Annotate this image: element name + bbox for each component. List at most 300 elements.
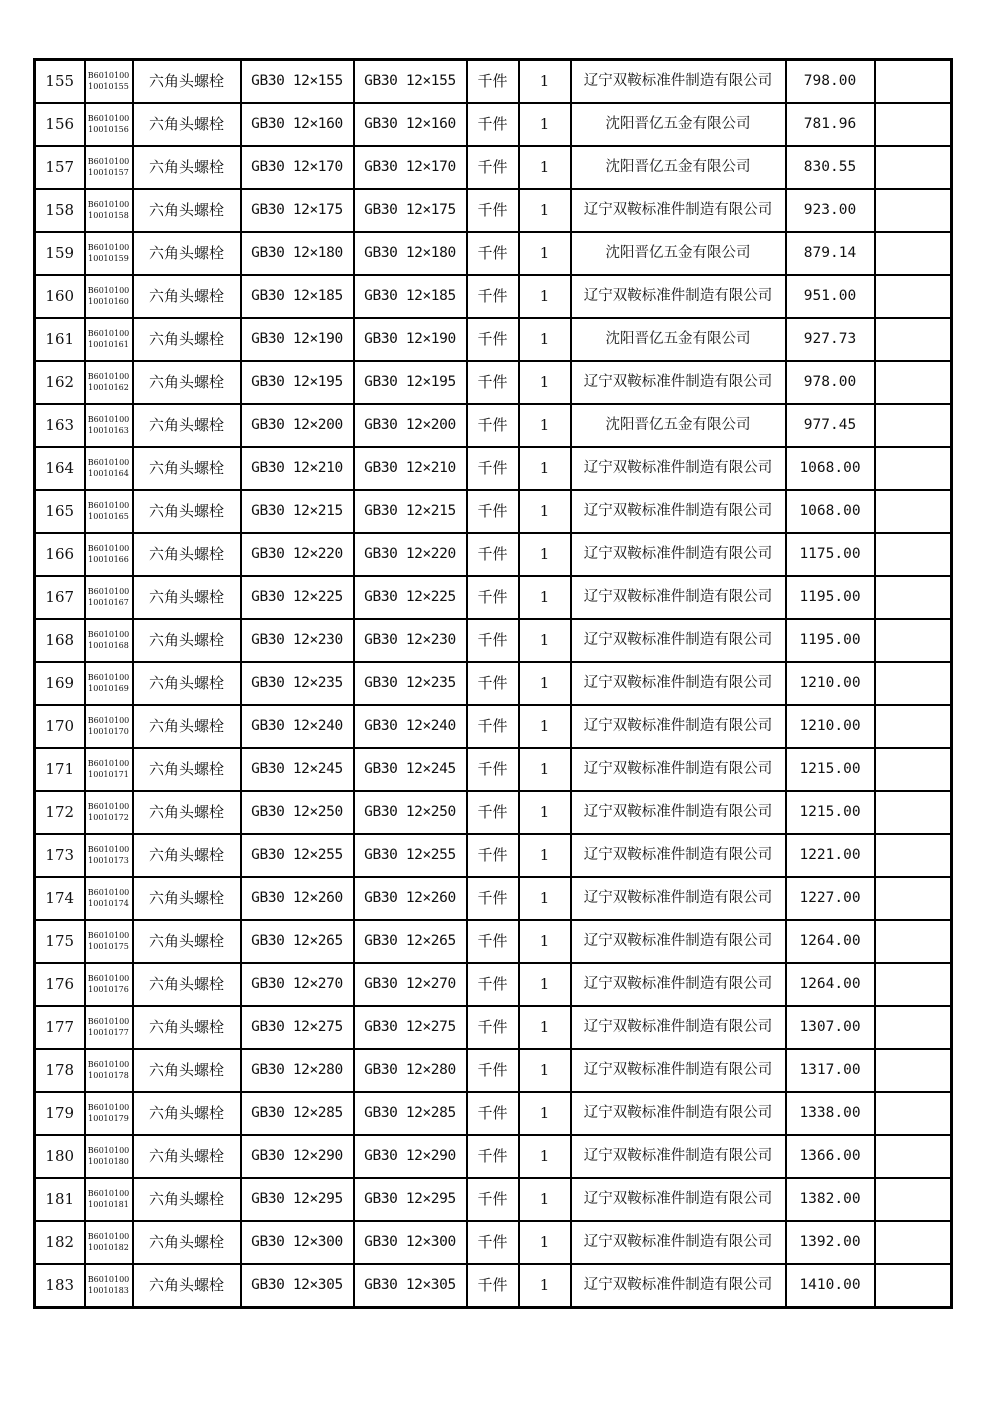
row-number: 176 xyxy=(35,963,85,1006)
table-row xyxy=(35,318,952,361)
item-name: 六角头螺栓 xyxy=(133,705,241,748)
material-code: B601010010010170 xyxy=(85,705,133,748)
unit-price: 1410.00 xyxy=(786,1264,875,1308)
quantity: 1 xyxy=(519,576,571,619)
quantity: 1 xyxy=(519,361,571,404)
table-row xyxy=(35,705,952,748)
remark xyxy=(875,60,952,104)
material-code: B601010010010172 xyxy=(85,791,133,834)
remark xyxy=(875,619,952,662)
spec-standard: GB30 12×215 xyxy=(241,490,354,533)
quantity: 1 xyxy=(519,1264,571,1308)
spec-model: GB30 12×210 xyxy=(354,447,467,490)
unit: 千件 xyxy=(467,1264,519,1308)
quantity: 1 xyxy=(519,232,571,275)
material-code: B601010010010174 xyxy=(85,877,133,920)
unit: 千件 xyxy=(467,1006,519,1049)
item-name: 六角头螺栓 xyxy=(133,103,241,146)
unit-price: 951.00 xyxy=(786,275,875,318)
quantity: 1 xyxy=(519,1135,571,1178)
unit-price: 781.96 xyxy=(786,103,875,146)
material-code: B601010010010169 xyxy=(85,662,133,705)
unit-price: 1382.00 xyxy=(786,1178,875,1221)
spec-model: GB30 12×220 xyxy=(354,533,467,576)
supplier-name: 辽宁双鞍标准件制造有限公司 xyxy=(571,1006,786,1049)
spec-model: GB30 12×290 xyxy=(354,1135,467,1178)
unit-price: 1307.00 xyxy=(786,1006,875,1049)
spec-model: GB30 12×170 xyxy=(354,146,467,189)
table-body xyxy=(35,60,952,1308)
material-code: B601010010010155 xyxy=(85,60,133,104)
spec-standard: GB30 12×250 xyxy=(241,791,354,834)
table-row xyxy=(35,1221,952,1264)
table-row xyxy=(35,361,952,404)
spec-standard: GB30 12×200 xyxy=(241,404,354,447)
unit: 千件 xyxy=(467,920,519,963)
supplier-name: 辽宁双鞍标准件制造有限公司 xyxy=(571,447,786,490)
unit-price: 1215.00 xyxy=(786,748,875,791)
material-code: B601010010010162 xyxy=(85,361,133,404)
remark xyxy=(875,834,952,877)
supplier-name: 辽宁双鞍标准件制造有限公司 xyxy=(571,619,786,662)
item-name: 六角头螺栓 xyxy=(133,1092,241,1135)
item-name: 六角头螺栓 xyxy=(133,533,241,576)
unit: 千件 xyxy=(467,748,519,791)
material-code: B601010010010175 xyxy=(85,920,133,963)
row-number: 163 xyxy=(35,404,85,447)
material-code: B601010010010181 xyxy=(85,1178,133,1221)
spec-model: GB30 12×270 xyxy=(354,963,467,1006)
quantity: 1 xyxy=(519,877,571,920)
unit: 千件 xyxy=(467,146,519,189)
spec-standard: GB30 12×260 xyxy=(241,877,354,920)
item-name: 六角头螺栓 xyxy=(133,791,241,834)
row-number: 167 xyxy=(35,576,85,619)
remark xyxy=(875,1264,952,1308)
quantity: 1 xyxy=(519,791,571,834)
remark xyxy=(875,447,952,490)
unit-price: 1195.00 xyxy=(786,576,875,619)
spec-model: GB30 12×190 xyxy=(354,318,467,361)
unit-price: 879.14 xyxy=(786,232,875,275)
row-number: 159 xyxy=(35,232,85,275)
table-row xyxy=(35,619,952,662)
unit-price: 1264.00 xyxy=(786,963,875,1006)
quantity: 1 xyxy=(519,920,571,963)
unit: 千件 xyxy=(467,877,519,920)
quantity: 1 xyxy=(519,318,571,361)
material-code: B601010010010156 xyxy=(85,103,133,146)
table-row xyxy=(35,662,952,705)
unit: 千件 xyxy=(467,60,519,104)
item-name: 六角头螺栓 xyxy=(133,447,241,490)
item-name: 六角头螺栓 xyxy=(133,1264,241,1308)
material-code: B601010010010183 xyxy=(85,1264,133,1308)
spec-model: GB30 12×250 xyxy=(354,791,467,834)
remark xyxy=(875,1092,952,1135)
remark xyxy=(875,404,952,447)
table-row xyxy=(35,447,952,490)
spec-model: GB30 12×305 xyxy=(354,1264,467,1308)
material-code: B601010010010167 xyxy=(85,576,133,619)
row-number: 179 xyxy=(35,1092,85,1135)
supplier-name: 沈阳晋亿五金有限公司 xyxy=(571,318,786,361)
supplier-name: 辽宁双鞍标准件制造有限公司 xyxy=(571,490,786,533)
unit-price: 1215.00 xyxy=(786,791,875,834)
quantity: 1 xyxy=(519,1049,571,1092)
item-name: 六角头螺栓 xyxy=(133,318,241,361)
unit: 千件 xyxy=(467,1135,519,1178)
quantity: 1 xyxy=(519,748,571,791)
row-number: 175 xyxy=(35,920,85,963)
item-name: 六角头螺栓 xyxy=(133,404,241,447)
spec-standard: GB30 12×185 xyxy=(241,275,354,318)
supplier-name: 沈阳晋亿五金有限公司 xyxy=(571,232,786,275)
remark xyxy=(875,748,952,791)
unit: 千件 xyxy=(467,1049,519,1092)
unit-price: 923.00 xyxy=(786,189,875,232)
item-name: 六角头螺栓 xyxy=(133,1049,241,1092)
spec-model: GB30 12×275 xyxy=(354,1006,467,1049)
table-row xyxy=(35,1006,952,1049)
table-row xyxy=(35,275,952,318)
item-name: 六角头螺栓 xyxy=(133,490,241,533)
spec-standard: GB30 12×180 xyxy=(241,232,354,275)
quantity: 1 xyxy=(519,1221,571,1264)
supplier-name: 辽宁双鞍标准件制造有限公司 xyxy=(571,1092,786,1135)
remark xyxy=(875,1178,952,1221)
unit-price: 1195.00 xyxy=(786,619,875,662)
spec-standard: GB30 12×255 xyxy=(241,834,354,877)
material-code: B601010010010164 xyxy=(85,447,133,490)
unit-price: 1068.00 xyxy=(786,447,875,490)
supplier-name: 沈阳晋亿五金有限公司 xyxy=(571,103,786,146)
spec-model: GB30 12×200 xyxy=(354,404,467,447)
remark xyxy=(875,705,952,748)
supplier-name: 辽宁双鞍标准件制造有限公司 xyxy=(571,361,786,404)
quantity: 1 xyxy=(519,662,571,705)
item-name: 六角头螺栓 xyxy=(133,189,241,232)
supplier-name: 辽宁双鞍标准件制造有限公司 xyxy=(571,791,786,834)
supplier-name: 辽宁双鞍标准件制造有限公司 xyxy=(571,1049,786,1092)
unit-price: 1392.00 xyxy=(786,1221,875,1264)
supplier-name: 辽宁双鞍标准件制造有限公司 xyxy=(571,963,786,1006)
unit: 千件 xyxy=(467,1092,519,1135)
supplier-name: 沈阳晋亿五金有限公司 xyxy=(571,146,786,189)
spec-model: GB30 12×255 xyxy=(354,834,467,877)
unit: 千件 xyxy=(467,619,519,662)
quantity: 1 xyxy=(519,275,571,318)
material-code: B601010010010163 xyxy=(85,404,133,447)
material-code: B601010010010171 xyxy=(85,748,133,791)
item-name: 六角头螺栓 xyxy=(133,920,241,963)
quantity: 1 xyxy=(519,1092,571,1135)
table-row xyxy=(35,920,952,963)
spec-standard: GB30 12×175 xyxy=(241,189,354,232)
spec-model: GB30 12×235 xyxy=(354,662,467,705)
unit: 千件 xyxy=(467,705,519,748)
item-name: 六角头螺栓 xyxy=(133,60,241,104)
remark xyxy=(875,232,952,275)
quantity: 1 xyxy=(519,533,571,576)
unit: 千件 xyxy=(467,189,519,232)
item-name: 六角头螺栓 xyxy=(133,361,241,404)
remark xyxy=(875,1006,952,1049)
supplier-name: 辽宁双鞍标准件制造有限公司 xyxy=(571,1135,786,1178)
table-row xyxy=(35,60,952,104)
table-row xyxy=(35,576,952,619)
row-number: 172 xyxy=(35,791,85,834)
item-name: 六角头螺栓 xyxy=(133,1221,241,1264)
quantity: 1 xyxy=(519,1006,571,1049)
spec-model: GB30 12×180 xyxy=(354,232,467,275)
spec-standard: GB30 12×300 xyxy=(241,1221,354,1264)
unit: 千件 xyxy=(467,404,519,447)
row-number: 162 xyxy=(35,361,85,404)
supplier-name: 沈阳晋亿五金有限公司 xyxy=(571,404,786,447)
quantity: 1 xyxy=(519,1178,571,1221)
material-code: B601010010010179 xyxy=(85,1092,133,1135)
table-row xyxy=(35,1135,952,1178)
item-name: 六角头螺栓 xyxy=(133,1006,241,1049)
spec-standard: GB30 12×220 xyxy=(241,533,354,576)
row-number: 168 xyxy=(35,619,85,662)
unit: 千件 xyxy=(467,576,519,619)
quantity: 1 xyxy=(519,963,571,1006)
unit: 千件 xyxy=(467,963,519,1006)
row-number: 155 xyxy=(35,60,85,104)
spec-standard: GB30 12×295 xyxy=(241,1178,354,1221)
material-code: B601010010010158 xyxy=(85,189,133,232)
table-row xyxy=(35,791,952,834)
supplier-name: 辽宁双鞍标准件制造有限公司 xyxy=(571,533,786,576)
spec-standard: GB30 12×225 xyxy=(241,576,354,619)
unit: 千件 xyxy=(467,834,519,877)
remark xyxy=(875,877,952,920)
table-row xyxy=(35,533,952,576)
unit: 千件 xyxy=(467,447,519,490)
row-number: 161 xyxy=(35,318,85,361)
item-name: 六角头螺栓 xyxy=(133,146,241,189)
table-row xyxy=(35,877,952,920)
spec-model: GB30 12×155 xyxy=(354,60,467,104)
unit-price: 978.00 xyxy=(786,361,875,404)
material-code: B601010010010180 xyxy=(85,1135,133,1178)
unit-price: 1227.00 xyxy=(786,877,875,920)
row-number: 165 xyxy=(35,490,85,533)
material-code: B601010010010166 xyxy=(85,533,133,576)
item-name: 六角头螺栓 xyxy=(133,748,241,791)
item-name: 六角头螺栓 xyxy=(133,275,241,318)
supplier-name: 辽宁双鞍标准件制造有限公司 xyxy=(571,877,786,920)
remark xyxy=(875,662,952,705)
quantity: 1 xyxy=(519,404,571,447)
spec-model: GB30 12×245 xyxy=(354,748,467,791)
quantity: 1 xyxy=(519,705,571,748)
unit: 千件 xyxy=(467,791,519,834)
spec-model: GB30 12×185 xyxy=(354,275,467,318)
table-row xyxy=(35,1049,952,1092)
spec-standard: GB30 12×290 xyxy=(241,1135,354,1178)
item-name: 六角头螺栓 xyxy=(133,963,241,1006)
quantity: 1 xyxy=(519,447,571,490)
spec-model: GB30 12×240 xyxy=(354,705,467,748)
remark xyxy=(875,963,952,1006)
unit-price: 830.55 xyxy=(786,146,875,189)
remark xyxy=(875,576,952,619)
spec-standard: GB30 12×190 xyxy=(241,318,354,361)
material-code: B601010010010168 xyxy=(85,619,133,662)
row-number: 174 xyxy=(35,877,85,920)
table-row xyxy=(35,232,952,275)
spec-standard: GB30 12×285 xyxy=(241,1092,354,1135)
spec-model: GB30 12×195 xyxy=(354,361,467,404)
table-row xyxy=(35,189,952,232)
spec-standard: GB30 12×240 xyxy=(241,705,354,748)
row-number: 178 xyxy=(35,1049,85,1092)
unit: 千件 xyxy=(467,361,519,404)
row-number: 160 xyxy=(35,275,85,318)
spec-standard: GB30 12×195 xyxy=(241,361,354,404)
remark xyxy=(875,189,952,232)
row-number: 169 xyxy=(35,662,85,705)
supplier-name: 辽宁双鞍标准件制造有限公司 xyxy=(571,920,786,963)
spec-model: GB30 12×265 xyxy=(354,920,467,963)
table-row xyxy=(35,404,952,447)
unit: 千件 xyxy=(467,1221,519,1264)
unit-price: 1338.00 xyxy=(786,1092,875,1135)
row-number: 180 xyxy=(35,1135,85,1178)
spec-standard: GB30 12×275 xyxy=(241,1006,354,1049)
remark xyxy=(875,318,952,361)
item-name: 六角头螺栓 xyxy=(133,619,241,662)
spec-model: GB30 12×260 xyxy=(354,877,467,920)
spec-model: GB30 12×280 xyxy=(354,1049,467,1092)
spec-standard: GB30 12×230 xyxy=(241,619,354,662)
spec-standard: GB30 12×265 xyxy=(241,920,354,963)
remark xyxy=(875,1221,952,1264)
item-name: 六角头螺栓 xyxy=(133,662,241,705)
supplier-name: 辽宁双鞍标准件制造有限公司 xyxy=(571,1178,786,1221)
table-row xyxy=(35,748,952,791)
unit-price: 1264.00 xyxy=(786,920,875,963)
row-number: 183 xyxy=(35,1264,85,1308)
unit-price: 798.00 xyxy=(786,60,875,104)
item-name: 六角头螺栓 xyxy=(133,1135,241,1178)
item-name: 六角头螺栓 xyxy=(133,576,241,619)
spec-standard: GB30 12×170 xyxy=(241,146,354,189)
spec-standard: GB30 12×155 xyxy=(241,60,354,104)
row-number: 177 xyxy=(35,1006,85,1049)
unit: 千件 xyxy=(467,232,519,275)
spec-standard: GB30 12×270 xyxy=(241,963,354,1006)
remark xyxy=(875,533,952,576)
row-number: 182 xyxy=(35,1221,85,1264)
table-row xyxy=(35,490,952,533)
unit-price: 1221.00 xyxy=(786,834,875,877)
spec-standard: GB30 12×245 xyxy=(241,748,354,791)
row-number: 164 xyxy=(35,447,85,490)
spec-model: GB30 12×300 xyxy=(354,1221,467,1264)
table-row xyxy=(35,1092,952,1135)
material-code: B601010010010173 xyxy=(85,834,133,877)
remark xyxy=(875,146,952,189)
remark xyxy=(875,791,952,834)
material-code: B601010010010176 xyxy=(85,963,133,1006)
supplier-name: 辽宁双鞍标准件制造有限公司 xyxy=(571,662,786,705)
quantity: 1 xyxy=(519,146,571,189)
table-row xyxy=(35,834,952,877)
unit: 千件 xyxy=(467,490,519,533)
supplier-name: 辽宁双鞍标准件制造有限公司 xyxy=(571,189,786,232)
spec-model: GB30 12×295 xyxy=(354,1178,467,1221)
remark xyxy=(875,1135,952,1178)
item-name: 六角头螺栓 xyxy=(133,1178,241,1221)
unit: 千件 xyxy=(467,318,519,361)
supplier-name: 辽宁双鞍标准件制造有限公司 xyxy=(571,275,786,318)
spec-model: GB30 12×160 xyxy=(354,103,467,146)
remark xyxy=(875,1049,952,1092)
unit: 千件 xyxy=(467,533,519,576)
spec-standard: GB30 12×305 xyxy=(241,1264,354,1308)
row-number: 170 xyxy=(35,705,85,748)
spec-model: GB30 12×225 xyxy=(354,576,467,619)
spec-model: GB30 12×230 xyxy=(354,619,467,662)
table-row xyxy=(35,963,952,1006)
quantity: 1 xyxy=(519,834,571,877)
quantity: 1 xyxy=(519,189,571,232)
table-row xyxy=(35,146,952,189)
material-code: B601010010010160 xyxy=(85,275,133,318)
unit-price: 1366.00 xyxy=(786,1135,875,1178)
quantity: 1 xyxy=(519,490,571,533)
row-number: 156 xyxy=(35,103,85,146)
unit-price: 1210.00 xyxy=(786,662,875,705)
material-code: B601010010010178 xyxy=(85,1049,133,1092)
spec-standard: GB30 12×235 xyxy=(241,662,354,705)
row-number: 166 xyxy=(35,533,85,576)
unit-price: 977.45 xyxy=(786,404,875,447)
supplier-name: 辽宁双鞍标准件制造有限公司 xyxy=(571,1264,786,1308)
item-name: 六角头螺栓 xyxy=(133,877,241,920)
material-code: B601010010010157 xyxy=(85,146,133,189)
unit-price: 1175.00 xyxy=(786,533,875,576)
spec-standard: GB30 12×160 xyxy=(241,103,354,146)
supplier-name: 辽宁双鞍标准件制造有限公司 xyxy=(571,1221,786,1264)
supplier-name: 辽宁双鞍标准件制造有限公司 xyxy=(571,576,786,619)
row-number: 181 xyxy=(35,1178,85,1221)
spec-standard: GB30 12×280 xyxy=(241,1049,354,1092)
remark xyxy=(875,275,952,318)
row-number: 173 xyxy=(35,834,85,877)
spec-standard: GB30 12×210 xyxy=(241,447,354,490)
quantity: 1 xyxy=(519,103,571,146)
spec-model: GB30 12×175 xyxy=(354,189,467,232)
unit-price: 1317.00 xyxy=(786,1049,875,1092)
material-code: B601010010010161 xyxy=(85,318,133,361)
row-number: 158 xyxy=(35,189,85,232)
quantity: 1 xyxy=(519,619,571,662)
spec-model: GB30 12×215 xyxy=(354,490,467,533)
row-number: 157 xyxy=(35,146,85,189)
spec-model: GB30 12×285 xyxy=(354,1092,467,1135)
material-code: B601010010010159 xyxy=(85,232,133,275)
item-name: 六角头螺栓 xyxy=(133,232,241,275)
table-row xyxy=(35,103,952,146)
unit: 千件 xyxy=(467,662,519,705)
item-name: 六角头螺栓 xyxy=(133,834,241,877)
unit-price: 1210.00 xyxy=(786,705,875,748)
